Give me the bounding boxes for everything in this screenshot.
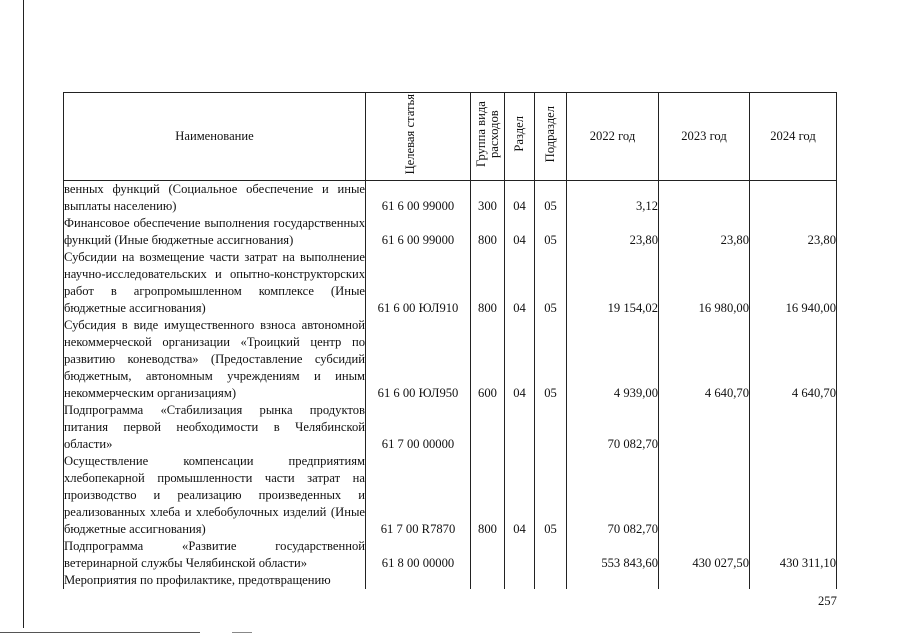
budget-table [63,92,837,589]
row-name: Финансовое обеспечение выполнения государственных функций (Иные бюджетные ассигнования) [64,216,365,247]
row-subsection [535,572,567,589]
table-row [64,181,837,216]
row-target-code: 61 7 00 00000 [366,402,471,453]
header-target: Целевая статья [403,93,417,175]
row-expense-group: 800 [471,249,505,317]
row-amount-2023 [659,402,750,453]
row-expense-group: 800 [471,215,505,249]
row-subsection: 05 [535,317,567,402]
row-name: Осуществление компенсации предприятиям хлебопекарной промышленности части затрат на производство и реализацию произведенных и реализованных хлеба и хлебобулочных изделий (Иные бюджетные ассигнования) [64,454,365,536]
left-margin-rule [23,0,24,628]
row-amount-2024: 23,80 [750,215,837,249]
row-name: Субсидии на возмещение части затрат на выполнение научно-исследовательских и опытно-конструкторских работ в агропромышленном комплексе (Иные бюджетные ассигнования) [64,250,365,315]
row-amount-2022: 4 939,00 [567,317,659,402]
header-2024: 2024 год [750,93,837,181]
table-row [64,402,837,453]
row-expense-group [471,538,505,572]
row-expense-group: 600 [471,317,505,402]
row-expense-group: 800 [471,453,505,538]
row-section: 04 [505,215,535,249]
row-subsection: 05 [535,453,567,538]
row-target-code: 61 8 00 00000 [366,538,471,572]
bottom-rule [0,632,200,633]
header-expense-group: Группа вида расходов [473,101,501,167]
header-name: Наименование [64,93,366,181]
header-target-cell [366,93,471,181]
row-amount-2024 [750,402,837,453]
row-target-code: 61 6 00 ЮЛ910 [366,249,471,317]
row-amount-2024: 16 940,00 [750,249,837,317]
row-amount-2024 [750,572,837,589]
row-amount-2024: 4 640,70 [750,317,837,402]
row-amount-2022: 553 843,60 [567,538,659,572]
table-row [64,317,837,402]
row-target-code: 61 6 00 99000 [366,181,471,216]
row-amount-2023: 23,80 [659,215,750,249]
row-amount-2022: 19 154,02 [567,249,659,317]
row-subsection [535,538,567,572]
header-section-cell [505,93,535,181]
table-row [64,538,837,572]
row-amount-2024 [750,181,837,216]
row-name: Мероприятия по профилактике, предотвращению [64,572,366,589]
row-amount-2023 [659,572,750,589]
row-target-code [366,572,471,589]
header-2022: 2022 год [567,93,659,181]
header-row [64,93,837,181]
header-group-cell [471,93,505,181]
row-amount-2022 [567,572,659,589]
row-section: 04 [505,453,535,538]
row-amount-2022: 70 082,70 [567,402,659,453]
row-amount-2023: 4 640,70 [659,317,750,402]
row-expense-group [471,402,505,453]
row-amount-2023: 430 027,50 [659,538,750,572]
row-amount-2023 [659,453,750,538]
row-amount-2022: 70 082,70 [567,453,659,538]
page-number: 257 [818,594,837,608]
table-row [64,249,837,317]
row-expense-group [471,572,505,589]
row-name: Подпрограмма «Стабилизация рынка продуктов питания первой необходимости в Челябинской области» [64,403,365,451]
table-row [64,572,837,589]
row-subsection [535,402,567,453]
row-target-code: 61 6 00 ЮЛ950 [366,317,471,402]
row-name: Подпрограмма «Развитие государственной ветеринарной службы Челябинской области» [64,539,365,570]
row-amount-2024 [750,453,837,538]
table-row [64,453,837,538]
header-section: Раздел [512,116,526,152]
row-amount-2022: 23,80 [567,215,659,249]
row-amount-2022: 3,12 [567,181,659,216]
row-amount-2023 [659,181,750,216]
bottom-rule-fragment [232,632,252,633]
row-amount-2023: 16 980,00 [659,249,750,317]
header-subsection: Подраздел [543,105,557,163]
table-row [64,215,837,249]
header-subsection-cell [535,93,567,181]
row-section [505,538,535,572]
row-subsection: 05 [535,249,567,317]
row-subsection: 05 [535,181,567,216]
row-name: Субсидия в виде имущественного взноса автономной некоммерческой организации «Троицкий центр по развитию коневодства» (Предоставление субсидий бюджетным, автономным учреждениям и иным некоммерческим организациям) [64,318,365,400]
row-expense-group: 300 [471,181,505,216]
row-target-code: 61 6 00 99000 [366,215,471,249]
row-section: 04 [505,181,535,216]
row-section: 04 [505,317,535,402]
row-name: венных функций (Социальное обеспечение и иные выплаты населению) [64,182,365,213]
row-section: 04 [505,249,535,317]
header-2023: 2023 год [659,93,750,181]
row-amount-2024: 430 311,10 [750,538,837,572]
row-section [505,402,535,453]
row-target-code: 61 7 00 R7870 [366,453,471,538]
row-section [505,572,535,589]
row-subsection: 05 [535,215,567,249]
